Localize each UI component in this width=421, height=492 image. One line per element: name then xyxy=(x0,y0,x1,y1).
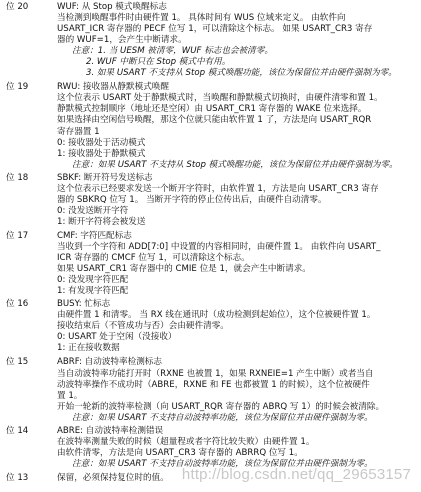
note-line: 注意：如果 USART 不支持从 Stop 模式唤醒功能，该位为保留位并由硬件强制为零。 xyxy=(72,159,398,170)
bit-description-line: 0: 没发现字符匹配 xyxy=(57,275,129,286)
bit-description-line: 当收到一个字符和 ADD[7:0] 中设置的内容相同时，由硬件置 1。 由软件向 USART_ xyxy=(57,241,381,252)
bit-label: 位 16 xyxy=(6,299,29,310)
bit-field-title: ABRE: 自动波特率检测错误 xyxy=(57,425,164,436)
note-line: 注意：如果 USART 不支持自动波特率功能，该位为保留位并由硬件强制为零。 xyxy=(72,458,373,469)
bit-label: 位 19 xyxy=(6,82,29,93)
section-spacer xyxy=(0,484,421,486)
bit-description-line: 接收结束后（不管成功与否）会由硬件清零。 xyxy=(57,321,229,332)
bit-description-line: 这个位表示已经要求发送一个断开字符时，由软件置 1，方法是向 USART_CR3 寄存 xyxy=(57,183,379,194)
note-block xyxy=(57,46,421,79)
note-line: 注意：如果 USART 不支持自动波特率功能，该位为保留位并由硬件强制为零。 xyxy=(72,412,373,423)
bit-description-line: 1: 接收器处于静默模式 xyxy=(57,148,146,159)
bit-description-line: 静默模式控制顺序（地址还是空闲）由 USART_CR1 寄存器的 WAKE 位来选择。 xyxy=(57,104,367,115)
note-block xyxy=(57,413,421,424)
bit-field-title: 保留，必须保持复位时的值。 xyxy=(57,472,169,483)
bit-section xyxy=(0,2,421,79)
note-line: 2. WUF 中断只在 Stop 模式中有用。 xyxy=(86,57,231,68)
bit-description-line: 当自动波特率功能打开时（RXNE 也被置 1，如果 RXNEIE=1 产生中断）或者当自 xyxy=(57,368,374,379)
bit-description-line: 在波特率测量失败的时候（超量程或者字符比较失败）由硬件置 1。 xyxy=(57,436,315,447)
bit-description-line: 寄存器置 1 xyxy=(57,126,100,137)
bit-description-line: 置 1。 xyxy=(57,390,83,401)
bit-description-line: 由软件清零，方法是向 USART_CR3 寄存器的 ABRRQ 位写 1。 xyxy=(57,447,303,458)
bit-field-title: ABRF: 自动波特率检测标志 xyxy=(57,357,162,368)
bit-description-line: ICR 寄存器的 CMCF 位写 1，可以清除这个标志。 xyxy=(57,253,250,264)
note-line: 3. 如果 USART 不支持从 Stop 模式唤醒功能，该位为保留位并由硬件强制为零。 xyxy=(86,68,397,79)
bit-description-line: 器的 WUF=1，会产生中断请求。 xyxy=(57,35,187,46)
bit-section xyxy=(0,357,421,423)
bit-section xyxy=(0,82,421,170)
bit-section xyxy=(0,231,421,297)
bit-label: 位 13 xyxy=(6,472,29,483)
bit-description-line: 0: 接收器处于活动模式 xyxy=(57,137,146,148)
bit-section xyxy=(0,173,421,228)
register-description xyxy=(0,2,421,486)
bit-description-line: 这个位表示 USART 处于静默模式时，当唤醒和静默模式切换时，由硬件清零和置 1。 xyxy=(57,93,383,104)
bit-description-line: USART_ICR 寄存器的 PECF 位写 1，可以清除这个标志。 如果 USART_CR3 寄存 xyxy=(57,24,373,35)
bit-field-title: WUF: 从 Stop 模式唤醒标志 xyxy=(57,2,167,12)
note-block xyxy=(57,160,421,171)
bit-description-line: 0: USART 处于空闲（没接收） xyxy=(57,332,177,343)
bit-description-line: 如果 USART_CR1 寄存器中的 CMIE 位是 1，就会产生中断请求。 xyxy=(57,264,311,275)
bit-description-line: 1: 正在接收数据 xyxy=(57,343,120,354)
watermark: http://blog.csdn.net/qq_29653157 xyxy=(181,465,411,483)
bit-description-line: 1: 断开字符将会被发送 xyxy=(57,216,146,227)
bit-description-line: 由硬件置 1 和清零。 当 RX 线在通讯时（成功检测到起始位），这个位被硬件置 1。 xyxy=(57,310,376,321)
note-line: 注意：1. 当 UESM 被清零，WUF 标志也会被清零。 xyxy=(72,46,273,57)
bit-label: 位 17 xyxy=(6,230,29,241)
bit-field-title: SBKF: 断开符号发送标志 xyxy=(57,172,153,183)
bit-field-title: CMF: 字符匹配标志 xyxy=(57,230,132,241)
bit-description-line: 器的 SBKRQ 位写 1。 当断开字符的停止位传出后，由硬件自动清零。 xyxy=(57,194,327,205)
bit-section xyxy=(0,299,421,354)
bit-description-line: 开始一轮新的波特率检测（向 USART_RQR 寄存器的 ABRQ 写 1）的时候会被清除。 xyxy=(57,401,385,412)
bit-label: 位 14 xyxy=(6,425,29,436)
bit-description-line: 如果选择由空闲信号唤醒，那这个位就只能由软件置 1 了，方法是向 USART_RQR xyxy=(57,115,372,126)
bit-field-title: BUSY: 忙标志 xyxy=(57,299,111,310)
bit-section xyxy=(0,426,421,470)
bit-label: 位 15 xyxy=(6,357,29,368)
bit-label: 位 18 xyxy=(6,172,29,183)
bit-description-line: 0: 没发送断开字符 xyxy=(57,205,129,216)
bit-field-title: RWU: 接收器从静默模式唤醒 xyxy=(57,82,169,93)
bit-label: 位 20 xyxy=(6,2,29,12)
bit-description-line: 1: 有发现字符匹配 xyxy=(57,286,129,297)
bit-description-line: 动波特率操作不成功时（ABRE，RXNE 和 FE 也都被置 1 的时候），这个位被硬件 xyxy=(57,379,370,390)
bit-description-line: 当检测到唤醒事件时由硬件置 1。 具体时间有 WUS 位域来定义。 由软件向 xyxy=(57,13,346,24)
